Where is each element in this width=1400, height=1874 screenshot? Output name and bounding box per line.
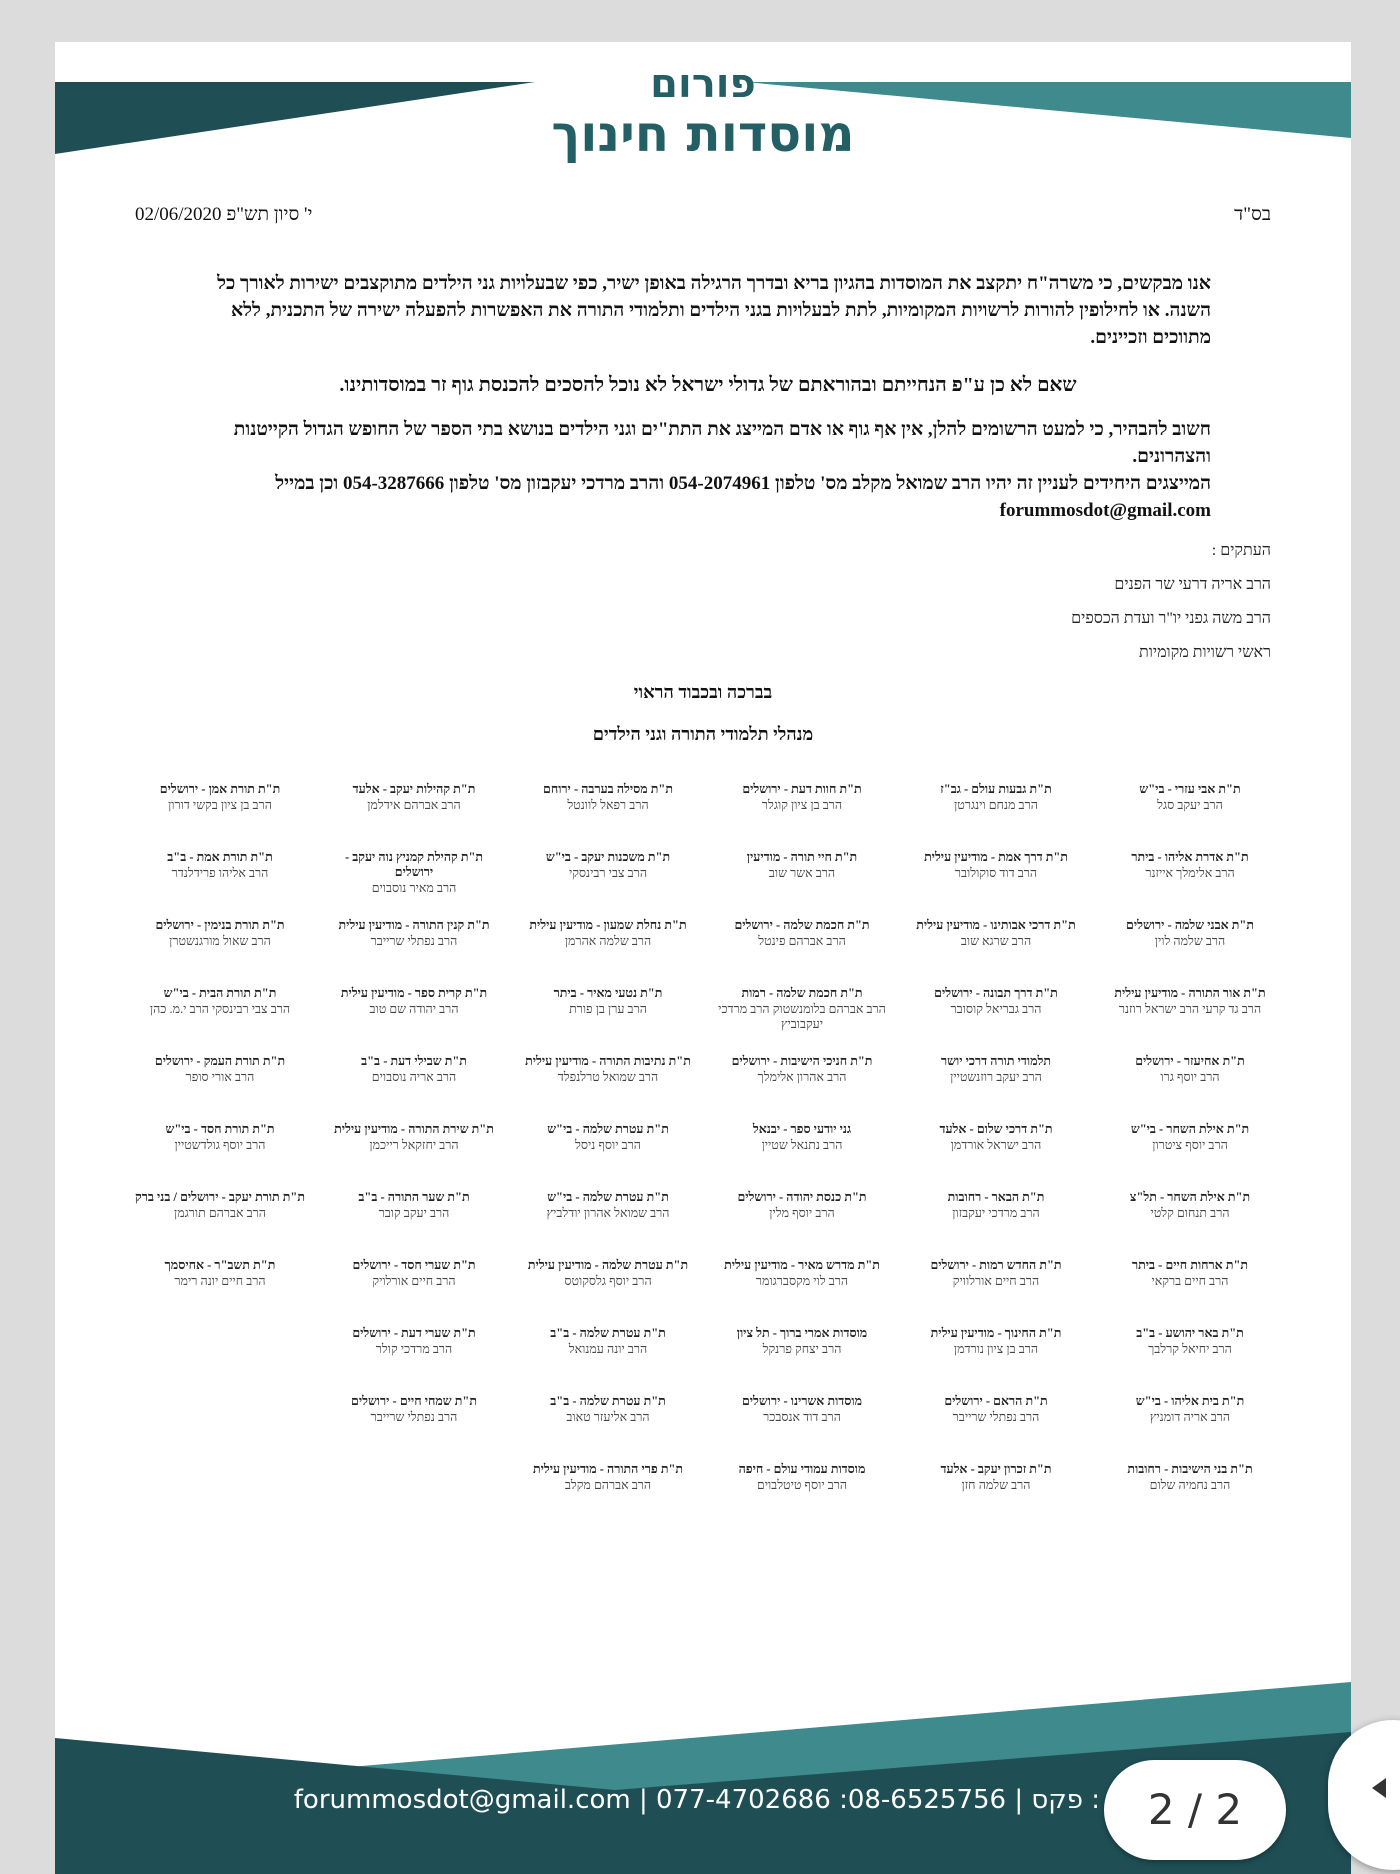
institution-name: ת"ת באר יהושע - ב"ב [1136,1326,1244,1340]
institution-rabbi: הרב נפתלי שרייבר [370,1410,458,1424]
chevron-left-icon [1372,1778,1386,1798]
institution-rabbi: הרב ערן בן פורת [569,1002,647,1016]
institution-name: ת"ת קהילות יעקב - אלעד [352,782,476,796]
signatory-column [329,782,499,1562]
institution-rabbi: הרב דוד אנסבכר [763,1410,841,1424]
institution-name: ת"ת גבעות עולם - גב"ז [940,782,1052,796]
institution-name: תלמודי תורה דרכי יושר [941,1054,1051,1068]
institution-rabbi: הרב יעקב קובר [378,1206,450,1220]
letter-date: י' סיון תש"פ 02/06/2020 [135,204,313,225]
institution-rabbi: הרב יונה עמנואל [568,1342,648,1356]
institution-name: ת"ת חכמת שלמה - רמות [741,986,863,1000]
institution-entry [911,1326,1081,1394]
institution-entry [1105,1258,1275,1326]
institution-name: ת"ת ארחות חיים - ביתר [1131,1258,1249,1272]
institution-entry [1105,1394,1275,1462]
institution-entry [523,1326,693,1394]
institution-name: ת"ת חכמת שלמה - ירושלים [734,918,870,932]
institution-name: ת"ת אבני שלמה - ירושלים [1126,918,1254,932]
institution-entry [523,1462,693,1530]
institution-rabbi: הרב תנחום קלטי [1150,1206,1230,1220]
institution-rabbi: הרב שמואל אהרון יודלביץ [546,1206,670,1220]
institution-name: ת"ת אבי עזרי - בי"ש [1139,782,1241,796]
institution-rabbi: הרב בן ציון נורדמן [953,1342,1039,1356]
institution-entry [911,918,1081,986]
institution-name: ת"ת שמחי חיים - ירושלים [351,1394,477,1408]
institution-entry [911,850,1081,918]
institution-rabbi: הרב מאיר נוסבוים [371,881,457,895]
institution-rabbi: הרב יעקב רוזנשטיין [950,1070,1042,1084]
institution-name: ת"ת בני הישיבות - רחובות [1127,1462,1253,1476]
institution-rabbi: הרב חיים אורלויק [372,1274,456,1288]
institution-entry [329,1258,499,1326]
copies-label: העתקים : [1211,542,1271,559]
institution-name: ת"ת בית אליהו - בי"ש [1135,1394,1245,1408]
copies-item: ראשי רשויות מקומיות [1139,644,1271,661]
institution-entry [329,1190,499,1258]
institution-entry [135,986,305,1054]
institution-entry [523,1190,693,1258]
institution-name: ת"ת שערי חסד - ירושלים [352,1258,476,1272]
institution-rabbi: הרב שאול מורגנשטרן [169,934,271,948]
institution-name: מוסדות עמודי עולם - חיפה [738,1462,866,1476]
institution-name: ת"ת הראם - ירושלים [944,1394,1048,1408]
institution-entry [717,1394,887,1462]
institution-name: ת"ת משכנות יעקב - בי"ש [545,850,671,864]
institution-name: ת"ת תורת בנימין - ירושלים [155,918,285,932]
institution-rabbi: הרב רפאל לוונטל [567,798,649,812]
signatory-column [1105,782,1275,1562]
institution-rabbi: הרב יצחק פרנקל [762,1342,842,1356]
institution-name: ת"ת מסילה בערבה - ירוחם [543,782,673,796]
institution-entry [717,1462,887,1530]
institution-rabbi: הרב נחמיה שלום [1149,1478,1231,1492]
institution-entry [911,1054,1081,1122]
institution-rabbi: הרב שלמה לוין [1154,934,1226,948]
institution-name: ת"ת עטרת שלמה - ב"ב [550,1394,666,1408]
institution-entry [135,782,305,850]
institution-name: ת"ת עטרת שלמה - מודיעין עילית [527,1258,689,1272]
institution-rabbi: הרב חיים אורלוויק [952,1274,1040,1288]
institution-entry [329,1326,499,1394]
institution-name: ת"ת הבאר - רחובות [947,1190,1045,1204]
institution-rabbi: הרב יחיאל קרלבך [1148,1342,1232,1356]
institution-entry [1105,1326,1275,1394]
institution-name: ת"ת דרכי אבותינו - מודיעין עילית [916,918,1076,932]
institution-rabbi: הרב מרדכי קולר [375,1342,453,1356]
institution-rabbi: הרב אברהם אידלמן [367,798,461,812]
letter-paragraph-4: המייצגים היחידים לעניין זה יהיו הרב שמואל מקלב מס' טלפון 054-2074961 והרב מרדכי יעקבזון מס' טלפון 054-3287666 וכן במייל forummosdot@gmail.com [275,473,1211,521]
institution-rabbi: הרב יוסף טיטלבוים [756,1478,848,1492]
institution-entry [717,850,887,918]
forum-logo [55,62,1351,162]
institution-name: ת"ת דרך אמת - מודיעין עילית [924,850,1068,864]
institution-rabbi: הרב אשר שוב [768,866,836,880]
institution-rabbi: הרב יהודה שם טוב [369,1002,459,1016]
institution-rabbi: הרב מרדכי יעקבזון [952,1206,1040,1220]
institution-name: ת"ת קרית ספר - מודיעין עילית [340,986,488,1000]
letter-paragraph-3: חשוב להבהיר, כי למעט הרשומים להלן, אין אף גוף או אדם המייצג את התת"ים וגני הילדים בנושא בתי הספר של החופש הגדול הקייטנות והצהרונים. [233,419,1211,467]
institution-name: ת"ת כנסת יהודה - ירושלים [737,1190,867,1204]
signatory-column [911,782,1081,1562]
institution-entry [523,782,693,850]
institution-rabbi: הרב יעקב סגל [1157,798,1223,812]
institution-rabbi: הרב נפתלי שרייבר [952,1410,1040,1424]
institution-entry [1105,986,1275,1054]
institution-rabbi: הרב חיים יונה רימר [174,1274,266,1288]
institution-entry [717,1190,887,1258]
institution-name: ת"ת זכרון יעקב - אלעד [940,1462,1052,1476]
institution-entry [717,918,887,986]
institution-name: ת"ת אילת השחר - תל"צ [1129,1190,1251,1204]
institution-rabbi: הרב נתנאל שטיין [761,1138,843,1152]
institution-entry [911,986,1081,1054]
institution-entry [911,1122,1081,1190]
institution-name: מוסדות אשרינו - ירושלים [741,1394,863,1408]
institution-name: ת"ת שבילי דעת - ב"ב [361,1054,467,1068]
institution-name: ת"ת תשב"ר - אחיסמך [164,1258,276,1272]
institution-rabbi: הרב אריה נוסבוים [371,1070,457,1084]
institution-name: ת"ת קנין התורה - מודיעין עילית [338,918,490,932]
copies-item: הרב משה גפני יו"ר ועדת הכספים [1071,610,1271,627]
institution-entry [523,1258,693,1326]
institution-name: ת"ת אדרת אליהו - ביתר [1131,850,1249,864]
institution-rabbi: הרב אברהם פינטל [758,934,846,948]
institution-rabbi: הרב שרגא שוב [960,934,1032,948]
institution-name: ת"ת שער התורה - ב"ב [358,1190,470,1204]
institution-entry [329,1122,499,1190]
institution-entry [1105,918,1275,986]
institution-rabbi: הרב צבי רבינסקי [568,866,648,880]
institution-rabbi: הרב נפתלי שרייבר [370,934,458,948]
institution-rabbi: הרב אליעזר טאוב [566,1410,650,1424]
institution-rabbi: הרב אריה דומניץ [1149,1410,1231,1424]
institution-name: ת"ת תורת העמק - ירושלים [154,1054,286,1068]
institution-name: ת"ת תורת אמן - ירושלים [159,782,281,796]
institution-rabbi: הרב צבי רבינסקי הרב י.מ. כהן [149,1002,291,1016]
institution-entry [135,1054,305,1122]
institution-entry [717,1054,887,1122]
institution-entry [329,986,499,1054]
institution-rabbi: הרב אברהם מקלב [564,1478,652,1492]
institution-name: ת"ת אחיעזר - ירושלים [1135,1054,1245,1068]
institution-rabbi: הרב ישראל אורדמן [950,1138,1042,1152]
institution-rabbi: הרב יוסף ציטרון [1152,1138,1228,1152]
institution-entry [911,782,1081,850]
institution-rabbi: הרב אורי סופר [185,1070,255,1084]
signatory-column [135,782,305,1562]
institution-rabbi: הרב גבריאל קוסובר [950,1002,1042,1016]
institution-rabbi: הרב אלימלך אייזנר [1145,866,1235,880]
signatory-column [523,782,693,1562]
institution-rabbi: הרב שלמה אהרמן [564,934,652,948]
institution-entry [911,1190,1081,1258]
institution-entry [329,1054,499,1122]
institution-entry [523,1122,693,1190]
institution-entry [523,918,693,986]
institution-entry [329,850,499,918]
institution-entry [523,850,693,918]
institution-rabbi: הרב גד קרעי הרב ישראל רוזנר [1118,1002,1262,1016]
logo-line-2: מוסדות חינוך [551,105,855,163]
institution-entry [717,1122,887,1190]
bsd-mark: בס"ד [1234,204,1271,225]
institution-entry [911,1462,1081,1530]
closing-signatories: מנהלי תלמודי התורה וגני הילדים [592,724,814,744]
institution-rabbi: הרב לוי מקסברגומר [755,1274,849,1288]
institution-name: ת"ת תורת אמת - ב"ב [167,850,273,864]
institution-rabbi: הרב יוסף גרו [1160,1070,1220,1084]
institution-name: ת"ת חוות דעת - ירושלים [742,782,862,796]
dateline [135,204,1271,234]
institution-entry [911,1258,1081,1326]
institution-name: ת"ת אור התורה - מודיעין עילית [1114,986,1266,1000]
institution-name: ת"ת אילת השחר - בי"ש [1130,1122,1250,1136]
institution-entry [911,1394,1081,1462]
institution-rabbi: הרב אברהם בלומנשטוק הרב מרדכי יעקבוביץ [718,1002,886,1031]
institution-rabbi: הרב דוד סוקולובר [954,866,1038,880]
institution-rabbi: הרב בן ציון בקשי דורון [168,798,272,812]
institution-entry [329,918,499,986]
institution-name: ת"ת חניכי הישיבות - ירושלים [731,1054,873,1068]
letter-paragraph-2: שאם לא כן ע"פ הנחייתם ובהוראתם של גדולי ישראל לא נוכל להסכים להכנסת גוף זר במוסדותינו. [339,374,1077,396]
institution-rabbi: הרב מנחם וינגרטן [954,798,1038,812]
institution-name: ת"ת פרי התורה - מודיעין עילית [532,1462,684,1476]
institution-rabbi: הרב יוסף מלין [769,1206,835,1220]
institution-rabbi: הרב אהרון אלימלך [757,1070,847,1084]
institution-name: ת"ת שירת התורה - מודיעין עילית [334,1122,494,1136]
institution-rabbi: הרב אברהם תורגמן [174,1206,266,1220]
page-indicator: 2 / 2 [1104,1760,1286,1860]
document-page [55,42,1351,1874]
institution-name: ת"ת נטעי מאיר - ביתר [553,986,663,1000]
copies-item: הרב אריה דרעי שר הפנים [1114,576,1271,593]
institution-entry [523,1054,693,1122]
institution-rabbi: הרב שמואל טרלנפלד [557,1070,659,1084]
institution-name: ת"ת נחלת שמעון - מודיעין עילית [529,918,687,932]
logo-line-1: פורום [650,61,756,107]
institution-entry [523,986,693,1054]
institution-name: ת"ת תורת יעקב - ירושלים / בני ברק [135,1190,305,1204]
institution-name: ת"ת עטרת שלמה - בי"ש [547,1122,669,1136]
institution-name: ת"ת תורת חסד - בי"ש [165,1122,275,1136]
institution-rabbi: הרב יוסף גלסקוטס [564,1274,652,1288]
signatory-column [717,782,887,1562]
institution-name: ת"ת עטרת שלמה - בי"ש [547,1190,669,1204]
institution-rabbi: הרב בן ציון קוגלר [761,798,843,812]
institution-entry [135,1190,305,1258]
institution-entry [135,918,305,986]
institution-entry [1105,1122,1275,1190]
institution-rabbi: הרב יוסף גולדשטיין [174,1138,266,1152]
institution-entry [717,986,887,1054]
institution-entry [1105,1190,1275,1258]
signatories-grid [135,782,1275,1562]
institution-entry [329,1394,499,1462]
institution-entry [717,1326,887,1394]
institution-entry [135,1122,305,1190]
institution-entry [329,782,499,850]
institution-name: ת"ת חיי תורה - מודיעין [746,850,858,864]
letter-paragraph-1: אנו מבקשים, כי משרה"ח יתקצב את המוסדות בהגיון בריא ובדרך הרגילה באופן ישיר, כפי שבעלויות גני הילדים מתוקצבים ישירות לאורך כל השנה. או לחילופין להורות לרשויות המקומיות, לתת לבעלויות בגני הילדים ותלמודי התורה את האפשרות להפעלה ישירה של התכנית, ללא מתווכים וזכיינים. [217,273,1211,348]
institution-entry [1105,782,1275,850]
institution-rabbi: הרב שלמה חזן [961,1478,1031,1492]
institution-name: ת"ת החדש רמות - ירושלים [930,1258,1062,1272]
institution-name: גני יודעי ספר - יבנאל [752,1122,852,1136]
institution-entry [717,782,887,850]
institution-rabbi: הרב יחזקאל רייכמן [369,1138,459,1152]
institution-entry [135,1258,305,1326]
institution-entry [135,850,305,918]
footer-contact: forummosdot@gmail.com | 077-4702686 :פקס | 08-6525756 : [293,1785,1100,1815]
institution-rabbi: הרב אליהו פרידלנדר [171,866,269,880]
institution-name: ת"ת שערי דעת - ירושלים [352,1326,476,1340]
closing-greeting: בברכה ובכבוד הראוי [633,682,773,702]
institution-name: ת"ת עטרת שלמה - ב"ב [550,1326,666,1340]
institution-name: ת"ת קהילת קמניץ נוה יעקב - ירושלים [344,850,484,879]
institution-name: ת"ת דרכי שלום - אלעד [939,1122,1053,1136]
institution-entry [523,1394,693,1462]
institution-name: מוסדות אמרי ברוך - תל ציון [736,1326,868,1340]
institution-name: ת"ת תורת הבית - בי"ש [163,986,277,1000]
institution-name: ת"ת דרך תבונה - ירושלים [934,986,1058,1000]
institution-name: ת"ת מדרש מאיר - מודיעין עילית [724,1258,880,1272]
institution-entry [1105,850,1275,918]
institution-entry [1105,1462,1275,1530]
institution-entry [717,1258,887,1326]
institution-entry [1105,1054,1275,1122]
institution-rabbi: הרב חיים ברקאי [1151,1274,1229,1288]
institution-name: ת"ת החינוך - מודיעין עילית [930,1326,1062,1340]
institution-rabbi: הרב יוסף ניסל [575,1138,641,1152]
institution-name: ת"ת נתיבות התורה - מודיעין עילית [525,1054,691,1068]
